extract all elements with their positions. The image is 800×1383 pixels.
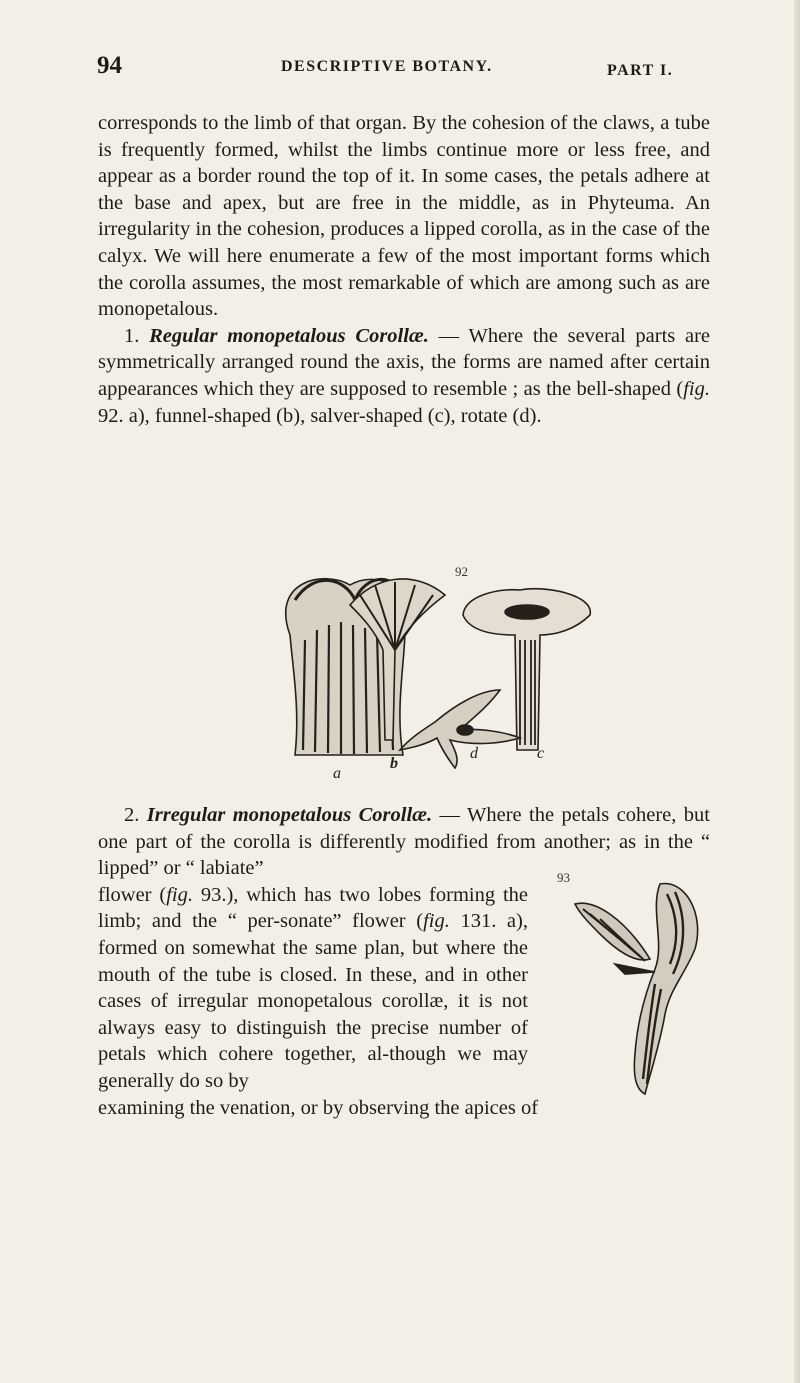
section-2-last-line: examining the venation, or by observing the apices of (98, 1096, 539, 1119)
section-2-number: 2. (124, 804, 140, 826)
figure-92-label-d: d (470, 745, 478, 762)
page-number: 94 (97, 52, 122, 79)
section-2-wrapped-text (98, 882, 528, 1095)
section-1-body-b: 92. a), funnel-shaped (b), salver-shaped (c), rotate (d). (98, 404, 542, 427)
figure-92-illustration (255, 540, 610, 780)
figure-92-label-b: b (390, 755, 398, 772)
salver-shaped-corolla (463, 589, 590, 750)
figure-92-number: 92 (455, 564, 468, 579)
section-2-wrapped-c: 131. a), formed on somewhat the same plan, but where the mouth of the tube is closed. In these, and in other cases of irregular monopetalous corollæ, it is not always easy to distinguish the precise number of petals which cohere together, al-though we may generally do so by (98, 910, 528, 1092)
section-2-line-2: modified from another; as in the “ lipped” or “ labiate” (98, 830, 711, 880)
fig-ref-93: fig. (166, 883, 193, 906)
figure-93-illustration (555, 864, 705, 1100)
section-1-regular-corollae (98, 323, 710, 429)
labiate-flower (575, 884, 698, 1094)
running-title: DESCRIPTIVE BOTANY. (281, 58, 493, 75)
section-2-line-1: — Where the petals cohere, but one part of the corolla is differently (98, 804, 710, 853)
paragraph-1: corresponds to the limb of that organ. By the cohesion of the claws, a tube is frequently formed, whilst the limbs continue more or less free, and appear as a border round the top of it. In some cases, the petals adhere at the base and apex, but are free in the middle, as in Phyteuma. An irregularity in the cohesion, produces a lipped corolla, as in the case of the calyx. We will here enumerate a few of the most important forms which the corolla assumes, the most remarkable of which are among such as are monopetalous. (98, 112, 710, 321)
section-2-heading: Irregular monopetalous Corollæ. (146, 804, 433, 826)
figure-92-label-c: c (537, 745, 545, 762)
part-label: PART I. (607, 62, 674, 79)
page-edge (794, 0, 800, 1383)
rotate-corolla (400, 690, 520, 768)
section-1-body-a: — Where the several parts are symmetrically arranged round the axis, the forms are named after certain appearances which they are supposed to resemble ; as the bell-shaped ( (98, 324, 710, 400)
body-text-top (98, 110, 710, 429)
fig-ref-131: fig. (423, 910, 450, 933)
fig-ref-92: fig. (683, 377, 710, 400)
section-2-wrapped-a: flower ( (98, 883, 167, 906)
section-1-number: 1. (124, 324, 140, 347)
figure-92-label-a: a (333, 765, 341, 780)
section-1-heading: Regular monopetalous Corollæ. (149, 324, 429, 347)
figure-93-number: 93 (557, 870, 570, 885)
section-2-wrapped-b: 93.), which has two lobes forming the limb; and the “ per-sonate” flower ( (98, 883, 528, 933)
page-header (97, 52, 707, 86)
